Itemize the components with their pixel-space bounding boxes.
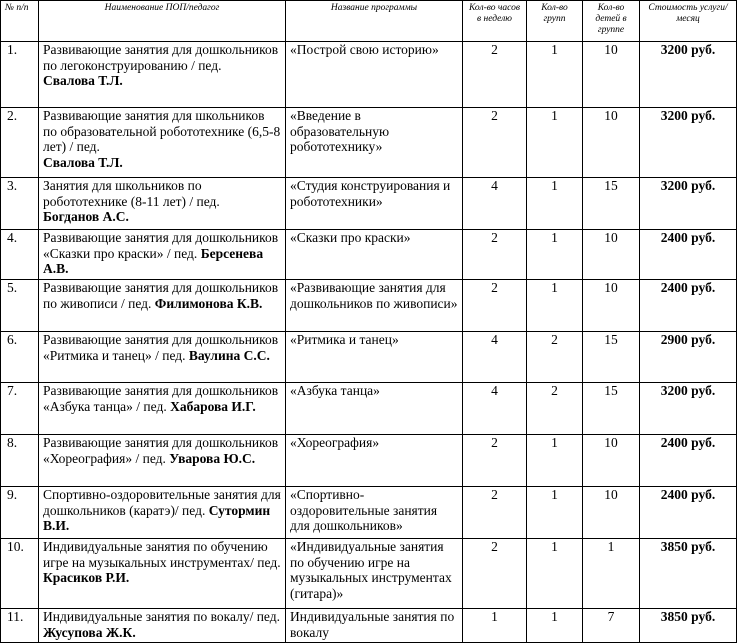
service-desc: Развивающие занятия для дошкольников по легоконструированию / пед. [43, 42, 279, 73]
group-count: 1 [527, 178, 583, 230]
kids-per-group: 1 [583, 539, 640, 609]
row-number: 4. [1, 230, 39, 280]
kids-per-group: 10 [583, 280, 640, 332]
group-count: 1 [527, 42, 583, 108]
service-desc: Спортивно-оздоровительные занятия для дошкольников (каратэ)/ пед. [43, 487, 281, 518]
service-cell [39, 487, 286, 539]
service-desc: Индивидуальные занятия по обучению игре на музыкальных инструментах/ пед. [43, 539, 281, 570]
price: 3200 руб. [640, 178, 737, 230]
hours-per-week: 2 [463, 230, 527, 280]
service-cell [39, 108, 286, 178]
table-row [1, 609, 737, 643]
hours-per-week: 4 [463, 383, 527, 435]
program-name: «Развивающие занятия для дошкольников по живописи» [286, 280, 463, 332]
header-groups: Кол-во групп [527, 1, 583, 42]
price: 2900 руб. [640, 332, 737, 383]
row-number: 5. [1, 280, 39, 332]
teacher-name: Богданов А.С. [43, 209, 129, 224]
header-kids: Кол-во детей в группе [583, 1, 640, 42]
service-desc: Занятия для школьников по робототехнике (8-11 лет) / пед. [43, 178, 220, 209]
table-row [1, 280, 737, 332]
teacher-name: Жусупова Ж.К. [43, 624, 136, 640]
kids-per-group: 7 [583, 609, 640, 643]
row-number: 6. [1, 332, 39, 383]
program-name: «Студия конструирования и робототехники» [286, 178, 463, 230]
price: 3200 руб. [640, 383, 737, 435]
kids-per-group: 15 [583, 383, 640, 435]
service-desc: Развивающие занятия для дошкольников «Хореография» / пед. [43, 435, 279, 466]
teacher-name: Красиков Р.И. [43, 570, 130, 585]
table-row [1, 383, 737, 435]
price: 2400 руб. [640, 280, 737, 332]
kids-per-group: 10 [583, 230, 640, 280]
service-desc: Развивающие занятия для дошкольников «Ритмика и танец» / пед. [43, 332, 279, 363]
hours-per-week: 1 [463, 609, 527, 643]
hours-per-week: 2 [463, 487, 527, 539]
group-count: 1 [527, 487, 583, 539]
program-name: «Спортивно-оздоровительные занятия для дошкольников» [286, 487, 463, 539]
price: 2400 руб. [640, 487, 737, 539]
program-name: «Хореография» [286, 435, 463, 487]
teacher-name: Берсенева А.В. [43, 245, 264, 276]
group-count: 1 [527, 280, 583, 332]
hours-per-week: 2 [463, 280, 527, 332]
price: 3200 руб. [640, 108, 737, 178]
row-number: 9. [1, 487, 39, 539]
table-row [1, 435, 737, 487]
group-count: 1 [527, 230, 583, 280]
hours-per-week: 4 [463, 178, 527, 230]
table-row [1, 332, 737, 383]
table-row [1, 42, 737, 108]
group-count: 1 [527, 609, 583, 643]
kids-per-group: 10 [583, 42, 640, 108]
program-name: «Индивидуальные занятия по обучению игре на музыкальных инструментах (гитара)» [286, 539, 463, 609]
hours-per-week: 2 [463, 435, 527, 487]
service-cell [39, 42, 286, 108]
program-name: «Ритмика и танец» [286, 332, 463, 383]
price: 3850 руб. [640, 609, 737, 643]
header-program: Название программы [286, 1, 463, 42]
teacher-name: Хабарова И.Г. [170, 398, 256, 414]
kids-per-group: 15 [583, 332, 640, 383]
service-desc: Развивающие занятия для дошкольников «Азбука танца» / пед. [43, 383, 279, 414]
group-count: 2 [527, 332, 583, 383]
service-cell [39, 609, 286, 643]
header-hours: Кол-во часов в неделю [463, 1, 527, 42]
row-number: 11. [1, 609, 39, 643]
group-count: 1 [527, 108, 583, 178]
program-name: «Введение в образовательную робототехнику» [286, 108, 463, 178]
service-cell [39, 383, 286, 435]
service-cell [39, 539, 286, 609]
row-number: 1. [1, 42, 39, 108]
service-desc: Развивающие занятия для дошкольников по живописи / пед. [43, 280, 279, 311]
kids-per-group: 10 [583, 108, 640, 178]
header-name: Наименование ПОП/педагог [39, 1, 286, 42]
service-cell [39, 280, 286, 332]
group-count: 1 [527, 539, 583, 609]
teacher-name: Свалова Т.Л. [43, 73, 123, 88]
teacher-name: Сутормин В.И. [43, 502, 271, 533]
row-number: 2. [1, 108, 39, 178]
row-number: 8. [1, 435, 39, 487]
service-cell [39, 332, 286, 383]
table-row [1, 178, 737, 230]
header-price: Стоимость услуги/месяц [640, 1, 737, 42]
price: 2400 руб. [640, 435, 737, 487]
row-number: 10. [1, 539, 39, 609]
program-name: «Сказки про краски» [286, 230, 463, 280]
hours-per-week: 2 [463, 108, 527, 178]
row-number: 7. [1, 383, 39, 435]
price: 3850 руб. [640, 539, 737, 609]
table-row [1, 539, 737, 609]
table-header-row [1, 1, 737, 42]
service-desc: Развивающие занятия для дошкольников «Сказки про краски» / пед. [43, 230, 279, 261]
price: 3200 руб. [640, 42, 737, 108]
table-row [1, 230, 737, 280]
teacher-name: Ваулина С.С. [188, 347, 270, 363]
program-name: «Построй свою историю» [286, 42, 463, 108]
hours-per-week: 2 [463, 539, 527, 609]
kids-per-group: 15 [583, 178, 640, 230]
row-number: 3. [1, 178, 39, 230]
hours-per-week: 2 [463, 42, 527, 108]
header-num: № п/п [1, 1, 39, 42]
table-row [1, 487, 737, 539]
kids-per-group: 10 [583, 487, 640, 539]
teacher-name: Филимонова К.В. [154, 295, 263, 311]
table-row [1, 108, 737, 178]
service-desc: Развивающие занятия для школьников по образовательной робототехнике (6,5-8 лет) / пед. [43, 108, 281, 154]
group-count: 1 [527, 435, 583, 487]
group-count: 2 [527, 383, 583, 435]
program-name: «Азбука танца» [286, 383, 463, 435]
service-cell [39, 230, 286, 280]
price: 2400 руб. [640, 230, 737, 280]
kids-per-group: 10 [583, 435, 640, 487]
teacher-name: Уварова Ю.С. [169, 450, 256, 466]
service-desc: Индивидуальные занятия по вокалу/ пед. [43, 609, 280, 624]
service-cell [39, 178, 286, 230]
program-name: Индивидуальные занятия по вокалу [286, 609, 463, 643]
service-cell [39, 435, 286, 487]
teacher-name: Свалова Т.Л. [43, 154, 123, 170]
hours-per-week: 4 [463, 332, 527, 383]
